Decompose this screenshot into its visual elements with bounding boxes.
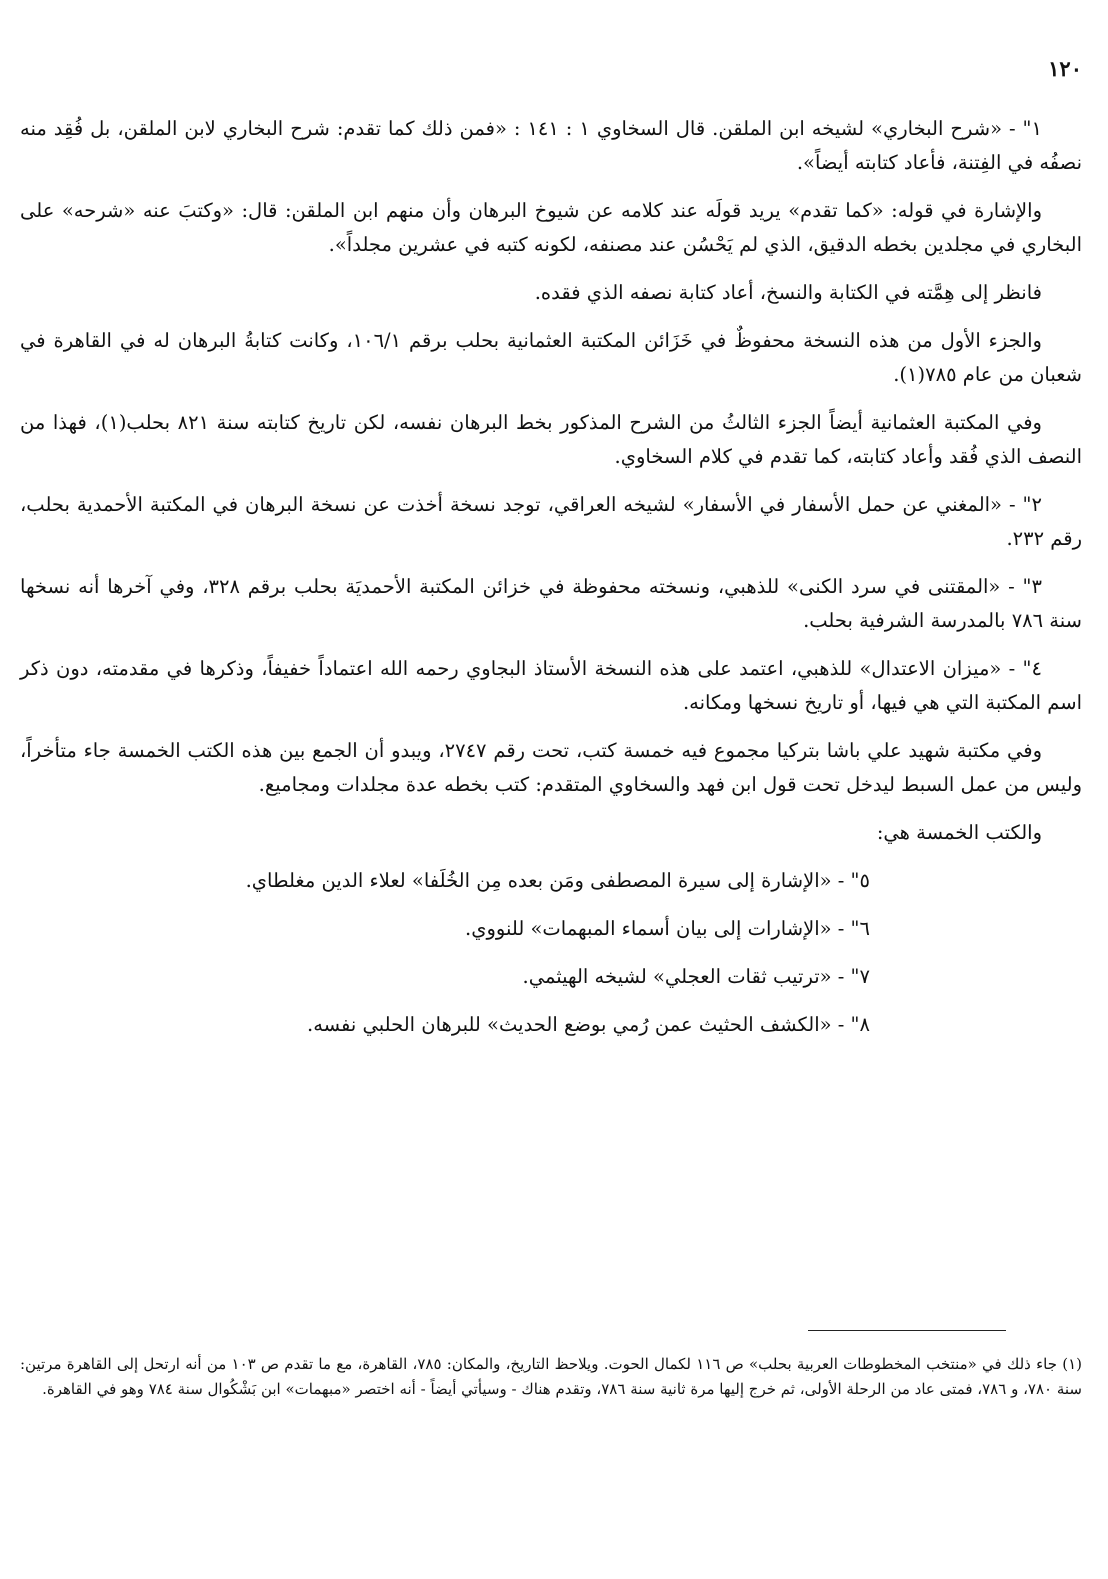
- book-page: [20, 0, 1082, 1579]
- paragraph-item-2: ٢" - «المغني عن حمل الأسفار في الأسفار» لشيخه العراقي، توجد نسخة أخذت عن نسخة البرهان في المكتبة الأحمدية بحلب، رقم ٢٣٢.: [20, 493, 1082, 550]
- list-item: ٦" - «الإشارات إلى بيان أسماء المبهمات» للنووي.: [465, 917, 870, 940]
- paragraph-first-volume: والجزء الأول من هذه النسخة محفوظٌ في خَزَائن المكتبة العثمانية بحلب برقم ١٠٦/١، وكانت كتابةُ البرهان له في القاهرة في شعبان من عام ٧٨٥(١).: [20, 329, 1082, 386]
- paragraph-five-books-intro: والكتب الخمسة هي:: [876, 821, 1042, 844]
- footnote-divider: [808, 1330, 1006, 1331]
- list-item: ٥" - «الإشارة إلى سيرة المصطفى ومَن بعده مِن الخُلَفا» لعلاء الدين مغلطاي.: [245, 869, 870, 892]
- paragraph-item-3: ٣" - «المقتنى في سرد الكنى» للذهبي، ونسخته محفوظة في خزائن المكتبة الأحمديَة بحلب برقم ٣٢٨، وفي آخرها أنه نسخها سنة ٧٨٦ بالمدرسة الشرفية بحلب.: [20, 575, 1082, 632]
- paragraph-item-4: ٤" - «ميزان الاعتدال» للذهبي، اعتمد على هذه النسخة الأستاذ البجاوي رحمه الله اعتماداً خفيفاً، وذكرها في مقدمته، دون ذكر اسم المكتبة التي هي فيها، أو تاريخ نسخها ومكانه.: [20, 657, 1082, 714]
- paragraph-shahid-ali: وفي مكتبة شهيد علي باشا بتركيا مجموع فيه خمسة كتب، تحت رقم ٢٧٤٧، ويبدو أن الجمع بين هذه الكتب الخمسة جاء متأخراً، وليس من عمل السبط ليدخل تحت قول ابن فهد والسخاوي المتقدم: كتب بخطه عدة مجلدات ومجاميع.: [20, 739, 1082, 796]
- paragraph-himma: فانظر إلى هِمَّته في الكتابة والنسخ، أعاد كتابة نصفه الذي فقده.: [534, 281, 1042, 304]
- list-item: ٧" - «ترتيب ثقات العجلي» لشيخه الهيثمي.: [522, 965, 870, 988]
- list-item: ٨" - «الكشف الحثيث عمن رُمي بوضع الحديث» للبرهان الحلبي نفسه.: [307, 1013, 870, 1036]
- footnote: [20, 1352, 1082, 1402]
- paragraph-item-1: ١" - «شرح البخاري» لشيخه ابن الملقن. قال السخاوي ١ : ١٤١ : «فمن ذلك كما تقدم: شرح البخاري لابن الملقن، بل فُقِد منه نصفُه في الفِتنة، فأعاد كتابته أيضاً».: [20, 117, 1082, 174]
- page-number: ١٢٠: [1048, 56, 1082, 81]
- paragraph-ishara: والإشارة في قوله: «كما تقدم» يريد قولَه عند كلامه عن شيوخ البرهان وأن منهم ابن الملقن: قال: «وكتبَ عنه «شرحه» على البخاري في مجلدين بخطه الدقيق، الذي لم يَحْسُن عند مصنفه، لكونه كتبه في عشرين مجلداً».: [20, 199, 1082, 256]
- paragraph-third-volume: وفي المكتبة العثمانية أيضاً الجزء الثالثُ من الشرح المذكور بخط البرهان نفسه، لكن تاريخ كتابته سنة ٨٢١ بحلب(١)، فهذا من النصف الذي فُقد وأعاد كتابته، كما تقدم في كلام السخاوي.: [20, 411, 1082, 468]
- footnote-number: (١): [1062, 1355, 1082, 1373]
- footnote-text: جاء ذلك في «منتخب المخطوطات العربية بحلب» ص ١١٦ لكمال الحوت. ويلاحظ التاريخ، والمكان: ٧٨٥، القاهرة، مع ما تقدم ص ١٠٣ من أنه ارتحل إلى القاهرة مرتين: سنة ٧٨٠، و ٧٨٦، فمتى عاد من الرحلة الأولى، ثم خرج إليها مرة ثانية سنة ٧٨٦، وتقدم هناك - وسيأتي أيضاً - أنه اختصر «مبهمات» ابن بَشْكُوال سنة ٧٨٤ وهو في القاهرة.: [20, 1355, 1082, 1398]
- main-text: [20, 112, 1082, 1056]
